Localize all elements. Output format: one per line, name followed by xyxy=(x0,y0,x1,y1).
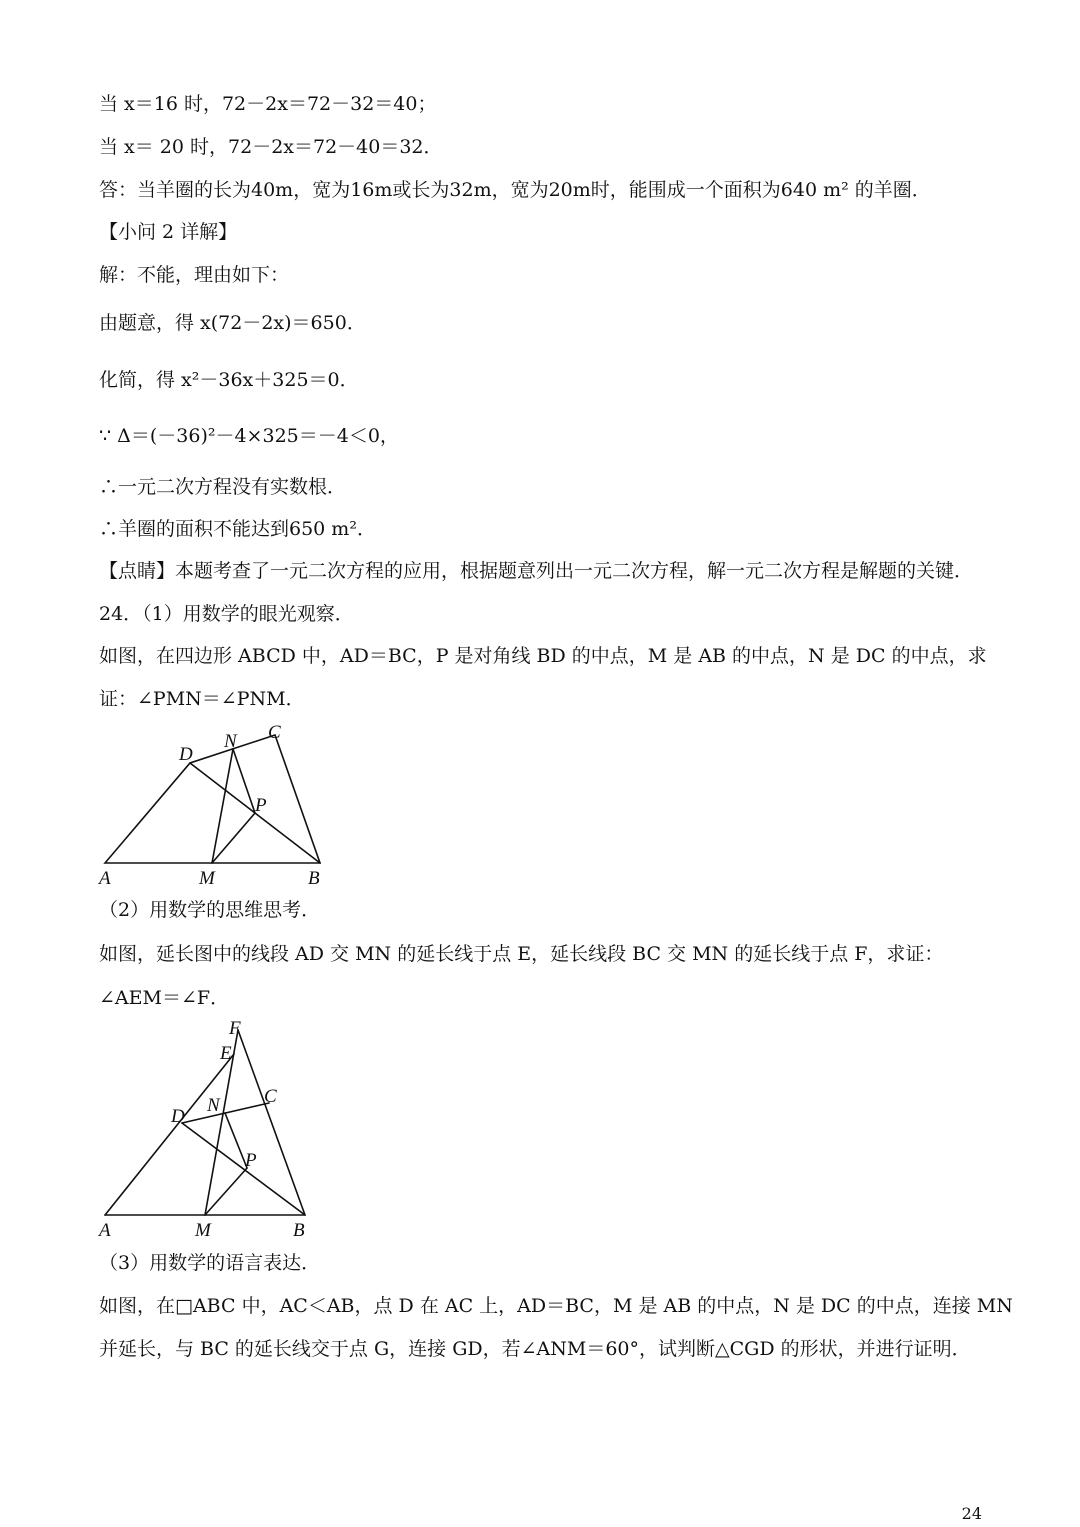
text-line: 答：当羊圈的长为40m，宽为16m或长为32m，宽为20m时，能围成一个面积为640 m² 的羊圈． xyxy=(99,179,931,201)
text-line: ∴一元二次方程没有实数根． xyxy=(99,476,347,498)
text-line: 如图，在四边形 ABCD 中，AD＝BC，P 是对角线 BD 的中点，M 是 AB 的中点，N 是 DC 的中点，求 xyxy=(99,645,987,667)
text-line: ∵ Δ＝(－36)²－4×325＝－4＜0， xyxy=(99,425,399,447)
label-c: C xyxy=(268,722,281,743)
label-m: M xyxy=(195,1220,211,1240)
text-line: 证：∠PMN＝∠PNM． xyxy=(99,688,305,710)
diagonal-bd xyxy=(182,1123,305,1215)
quadrilateral-figure xyxy=(95,718,335,890)
text-line: 并延长，与 BC 的延长线交于点 G，连接 GD，若∠ANM＝60°，试判断△CGD 的形状，并进行证明． xyxy=(99,1338,971,1360)
text-line: 当 x＝ 20 时，72－2x＝72－40＝32． xyxy=(99,136,443,158)
text-line: 化简，得 x²－36x＋325＝0． xyxy=(99,369,359,391)
segment-np xyxy=(233,749,255,813)
page-number: 24 xyxy=(961,1504,982,1523)
label-d: D xyxy=(171,1106,185,1127)
segment-mp xyxy=(205,1168,247,1215)
segment-np xyxy=(225,1113,247,1168)
question-subtitle: （2）用数学的思维思考． xyxy=(99,899,321,921)
label-p: P xyxy=(255,795,267,816)
label-c: C xyxy=(264,1086,277,1107)
label-b: B xyxy=(308,868,320,889)
line-ae xyxy=(105,1054,234,1215)
label-a: A xyxy=(99,1220,111,1240)
label-d: D xyxy=(179,744,193,765)
text-line: 如图，延长图中的线段 AD 交 MN 的延长线于点 E，延长线段 BC 交 MN 的延长线于点 F，求证： xyxy=(99,943,944,965)
text-line: 由题意，得 x(72－2x)＝650． xyxy=(99,312,366,334)
label-n: N xyxy=(224,731,237,752)
comment-line: 【点睛】本题考查了一元二次方程的应用，根据题意列出一元二次方程，解一元二次方程是解题的关键． xyxy=(99,560,974,582)
line-bf xyxy=(238,1030,305,1215)
text-line: 如图，在□ABC 中，AC＜AB，点 D 在 AC 上，AD＝BC，M 是 AB 的中点，N 是 DC 的中点，连接 MN xyxy=(99,1295,1013,1317)
text-line: 当 x＝16 时，72－2x＝72－32＝40； xyxy=(99,93,437,115)
question-title: 24．（1）用数学的眼光观察． xyxy=(99,603,354,625)
segment-mp xyxy=(212,813,255,863)
quadrilateral-abcd xyxy=(105,735,320,863)
label-f: F xyxy=(229,1018,241,1039)
label-m: M xyxy=(199,868,215,889)
label-a: A xyxy=(99,868,111,889)
text-line: ∴羊圈的面积不能达到650 m²． xyxy=(99,518,376,540)
section-heading: 【小问 2 详解】 xyxy=(99,221,238,243)
extended-figure xyxy=(95,1016,335,1240)
segment-mn xyxy=(212,749,233,863)
label-p: P xyxy=(245,1150,257,1171)
text-line: 解：不能，理由如下： xyxy=(99,264,290,286)
label-e: E xyxy=(220,1043,232,1064)
label-n: N xyxy=(207,1095,220,1116)
text-line: ∠AEM＝∠F． xyxy=(99,987,230,1009)
label-b: B xyxy=(293,1220,305,1240)
question-subtitle: （3）用数学的语言表达． xyxy=(99,1252,321,1274)
